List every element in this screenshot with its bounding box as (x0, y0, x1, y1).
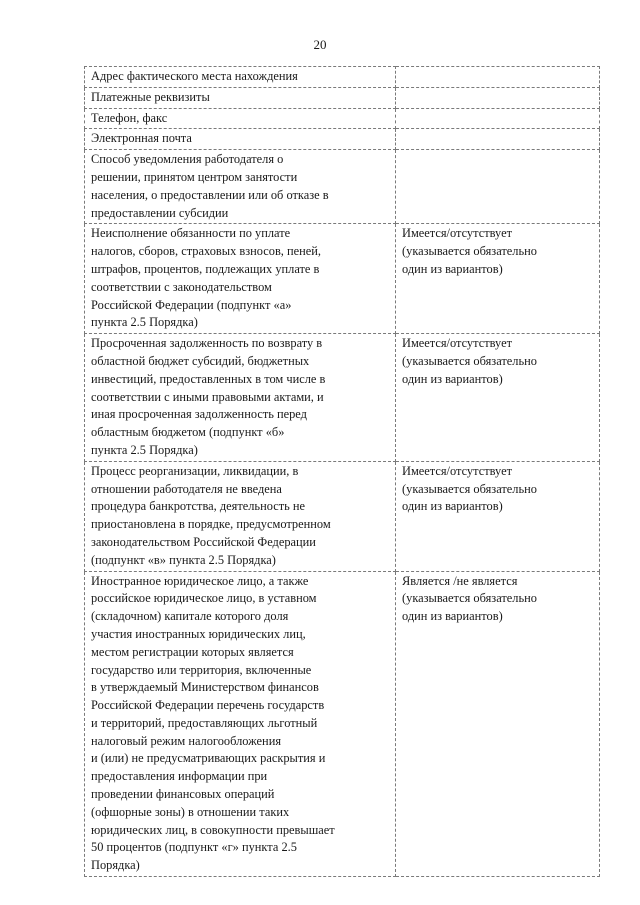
row-value[interactable] (396, 108, 600, 129)
row-label: Иностранное юридическое лицо, а также российское юридическое лицо, в уставном (складочном) капитале которого доля участия иностранных юридических лиц, местом регистрации которых является государство или территория, включенные в утверждаемый Министерством финансов Российской Федерации перечень государств и территорий, предоставляющих льготный налоговый режим налогообложения и (или) не предусматривающих раскрытия и предоставления информации при проведении финансовых операций (офшорные зоны) в отношении таких юридических лиц, в совокупности превышает 50 процентов (подпункт «г» пункта 2.5 Порядка) (85, 571, 396, 877)
row-label: Неисполнение обязанности по уплате налогов, сборов, страховых взносов, пеней, штрафов, процентов, подлежащих уплате в соответствии с законодательством Российской Федерации (подпункт «а» пункта 2.5 Порядка) (85, 224, 396, 334)
row-value[interactable] (396, 129, 600, 150)
table-row (85, 571, 600, 877)
row-value[interactable] (396, 87, 600, 108)
table-row (85, 150, 600, 224)
row-label: Способ уведомления работодателя о решении, принятом центром занятости населения, о предоставлении или об отказе в предоставлении субсидии (85, 150, 396, 224)
table-row (85, 67, 600, 88)
form-table (84, 66, 600, 877)
row-label: Платежные реквизиты (85, 87, 396, 108)
row-label: Телефон, факс (85, 108, 396, 129)
row-value[interactable]: Имеется/отсутствует (указывается обязательно один из вариантов) (396, 224, 600, 334)
table-row (85, 108, 600, 129)
table-row (85, 224, 600, 334)
table-row (85, 87, 600, 108)
row-value[interactable]: Имеется/отсутствует (указывается обязательно один из вариантов) (396, 334, 600, 462)
row-label: Электронная почта (85, 129, 396, 150)
page-number: 20 (313, 37, 327, 52)
row-value[interactable] (396, 150, 600, 224)
row-value[interactable]: Имеется/отсутствует (указывается обязательно один из вариантов) (396, 461, 600, 571)
table-row (85, 461, 600, 571)
table-row (85, 129, 600, 150)
table-row (85, 334, 600, 462)
row-value[interactable]: Является /не является (указывается обязательно один из вариантов) (396, 571, 600, 877)
row-label: Просроченная задолженность по возврату в областной бюджет субсидий, бюджетных инвестиций, предоставленных в том числе в соответствии с иными правовыми актами, и иная просроченная задолженность перед областным бюджетом (подпункт «б» пункта 2.5 Порядка) (85, 334, 396, 462)
row-value[interactable] (396, 67, 600, 88)
row-label: Адрес фактического места нахождения (85, 67, 396, 88)
row-label: Процесс реорганизации, ликвидации, в отношении работодателя не введена процедура банкротства, деятельность не приостановлена в порядке, предусмотренном законодательством Российской Федерации (подпункт «в» пункта 2.5 Порядка) (85, 461, 396, 571)
